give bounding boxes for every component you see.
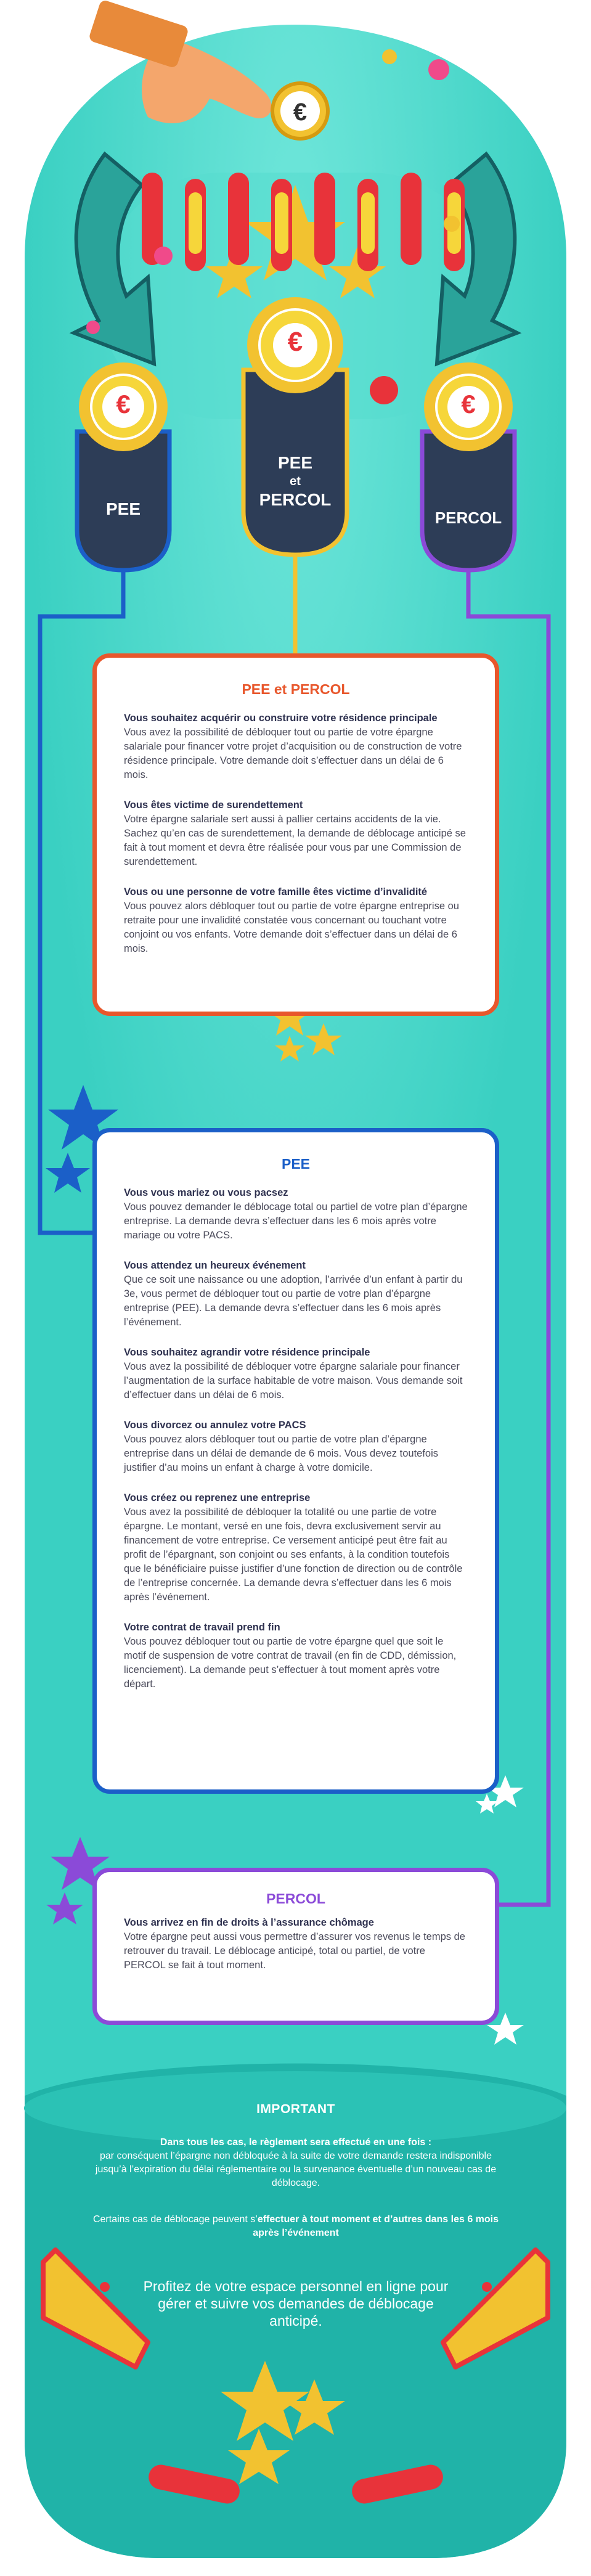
tube-label-pee-percol-top: PEE	[277, 453, 313, 472]
section-body: Votre épargne peut aussi vous permettre d’assurer vos revenus le temps de retrouver du travail. Le déblocage anticipé, total ou partiel, de votre PERCOL se fait à tout moment.	[124, 1931, 465, 1971]
pee-percol-card	[92, 653, 499, 1016]
pee-percol-section	[124, 711, 468, 782]
pee-percol-section	[124, 885, 468, 956]
tube-label-pee: PEE	[105, 499, 141, 518]
important-text-1	[92, 2136, 499, 2190]
section-body: Vous avez la possibilité de débloquer votre épargne salariale pour financer l’augmentation de la surface habitable de votre maison. Vous demande soit d’effectuer dans un délai de 6 mois.	[124, 1361, 463, 1400]
cta-text: Profitez de votre espace personnel en ligne pour gérer et suivre vos demandes de déblocage anticipé.	[143, 2278, 449, 2329]
important-title: IMPORTANT	[256, 2102, 335, 2116]
important-rest-1: par conséquent l’épargne non débloquée à la suite de votre demande restera indisponible jusqu’à l’expiration du délai réglementaire ou la survenance éventuelle d’un nouveau cas de déblocage.	[95, 2151, 497, 2188]
important-bold-1: Dans tous les cas, le règlement sera effectué en une fois :	[160, 2137, 432, 2148]
section-body: Vous pouvez demander le déblocage total ou partiel de votre plan d’épargne entreprise. La demande devra s’effectuer dans les 6 mois après votre mariage ou votre PACS.	[124, 1201, 468, 1241]
section-heading: Vous ou une personne de votre famille êtes victime d’invalidité	[124, 886, 428, 898]
section-heading: Vous souhaitez acquérir ou construire votre résidence principale	[124, 713, 438, 724]
euro-coin-icon: €	[287, 327, 303, 357]
section-heading: Votre contrat de travail prend fin	[124, 1622, 280, 1633]
tube-label-pee-percol-bottom: PERCOL	[259, 490, 332, 509]
pee-section	[124, 1346, 468, 1402]
section-heading: Vous vous mariez ou vous pacsez	[124, 1187, 288, 1198]
section-body: Vous avez la possibilité de débloquer la totalité ou une partie de votre épargne. Le montant, versé en une fois, devra exclusivement servir au financement de votre entreprise. Ce versement anticipé peut être fait au profit de l’épargnant, son conjoint ou ses enfants, à la condition toutefois que le bénéficiaire puisse justifier d’une fonction de direction ou de contrôle de l’entreprise concernée. La demande devra s’effectuer dans les 6 mois après l’événement.	[124, 1507, 463, 1603]
section-body: Vous pouvez alors débloquer tout ou partie de votre épargne entreprise ou retraite pour une invalidité constatée vous concernant ou touchant votre conjoint ou vos enfants. Votre demande doit s’effectuer dans un délai de 6 mois.	[124, 901, 459, 954]
pee-percol-title: PEE et PERCOL	[242, 681, 350, 697]
pee-section	[124, 1621, 468, 1691]
percol-section	[124, 1916, 468, 1973]
pee-section	[124, 1259, 468, 1330]
section-heading: Vous souhaitez agrandir votre résidence principale	[124, 1347, 370, 1358]
section-body: Que ce soit une naissance ou une adoption, l’arrivée d’un enfant à partir du 3e, vous permet de débloquer tout ou partie de votre plan d’épargne entreprise (PEE). La demande devra s’effectuer dans les 6 mois après l’événement.	[124, 1274, 463, 1328]
section-heading: Vous divorcez ou annulez votre PACS	[124, 1420, 306, 1431]
euro-coin-icon: €	[461, 390, 476, 419]
section-heading: Vous arrivez en fin de droits à l’assurance chômage	[124, 1917, 374, 1928]
pee-section	[124, 1186, 468, 1243]
svg-text:€: €	[293, 99, 308, 126]
tube-label-pee-percol-mid: et	[290, 475, 301, 488]
pee-percol-section	[124, 798, 468, 869]
pee-card	[92, 1128, 499, 1794]
section-body: Vous pouvez alors débloquer tout ou partie de votre plan d’épargne entreprise dans un délai de demande de 6 mois. Vous devez toutefois justifier d’au moins un enfant à charge à votre domicile.	[124, 1434, 439, 1473]
section-body: Vous pouvez débloquer tout ou partie de votre épargne quel que soit le motif de suspension de votre contrat de travail (en fin de CDD, démission, licenciement). La demande peut s’effectuer à tout moment après votre départ.	[124, 1636, 457, 1690]
pee-section	[124, 1418, 468, 1475]
important-text-2	[92, 2213, 499, 2240]
section-body: Votre épargne salariale sert aussi à pallier certains accidents de la vie. Sachez qu’en cas de surendettement, la demande de déblocage anticipé se fait à tout moment et devra être réalisée pour vous par une Commission de surendettement.	[124, 814, 466, 867]
important-bold-2: effectuer à tout moment et d’autres dans les 6 mois après l’événement	[253, 2214, 499, 2238]
percol-card	[92, 1868, 499, 2025]
euro-coin-icon: €	[116, 390, 131, 419]
section-body: Vous avez la possibilité de débloquer tout ou partie de votre épargne salariale pour financer votre projet d’acquisition ou de construction de votre résidence principale. Votre demande doit s’effectuer dans un délai de 6 mois.	[124, 727, 462, 780]
percol-title: PERCOL	[266, 1891, 325, 1907]
important-start-2: Certains cas de déblocage peuvent s’	[92, 2214, 258, 2225]
pee-section	[124, 1491, 468, 1605]
section-heading: Vous êtes victime de surendettement	[124, 799, 303, 811]
tube-label-percol: PERCOL	[434, 509, 502, 527]
pee-title: PEE	[281, 1156, 311, 1172]
section-heading: Vous attendez un heureux événement	[124, 1260, 306, 1271]
section-heading: Vous créez ou reprenez une entreprise	[124, 1492, 311, 1503]
